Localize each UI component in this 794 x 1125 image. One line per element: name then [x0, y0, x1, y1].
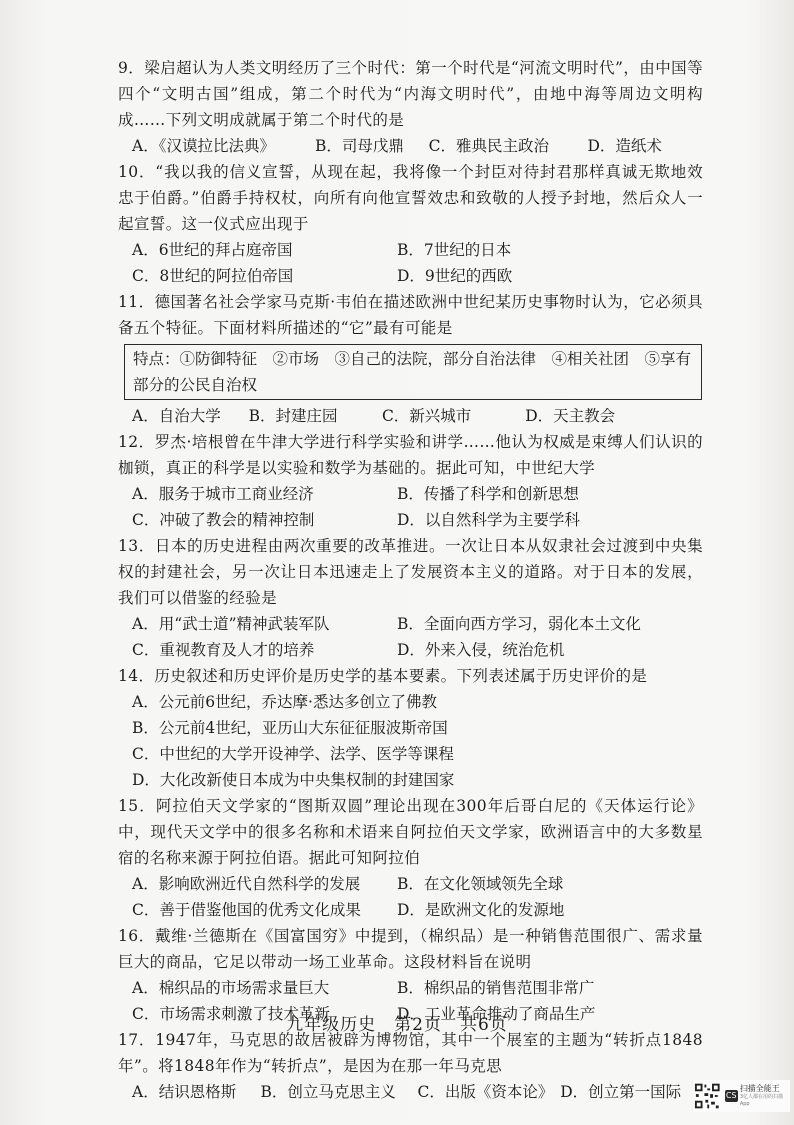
option-c: C．8世纪的阿拉伯帝国 — [132, 267, 294, 285]
option-d: D．造纸术 — [587, 137, 662, 155]
option-b: B．司母戊鼎 — [314, 137, 404, 155]
option-a: A．用“武士道”精神武装军队 — [132, 615, 330, 633]
option-b: B．在文化领域领先全球 — [397, 875, 564, 893]
scanner-watermark — [694, 1080, 790, 1112]
question-11 — [118, 289, 703, 429]
question-list — [118, 55, 703, 1105]
question-14 — [118, 663, 703, 793]
page-footer: 九年级历史 第2页 共6页 — [286, 1015, 508, 1035]
option-a: A．公元前6世纪，乔达摩·悉达多创立了佛教 — [132, 693, 437, 711]
question-stem: 17．1947年，马克思的故居被辟为博物馆，其中一个展室的主题为“转折点1848年”。将1848年作为“转折点”，是因为在那一年马克思 — [118, 1031, 703, 1075]
option-a: A．影响欧洲近代自然科学的发展 — [132, 875, 361, 893]
question-stem: 14．历史叙述和历史评价是历史学的基本要素。下列表述属于历史评价的是 — [118, 667, 648, 685]
option-c: C．出版《资本论》 — [417, 1083, 554, 1101]
options-grid — [118, 871, 703, 923]
option-b: B．传播了科学和创新思想 — [397, 485, 579, 503]
question-10 — [118, 159, 703, 289]
question-stem: 15．阿拉伯天文学家的“图斯双圆”理论出现在300年后哥白尼的《天体运行论》中，现代天文学中的很多名称和术语来自阿拉伯天文学家，欧洲语言中的大多数星宿的名称来源于阿拉伯语。据此可知阿拉伯 — [118, 797, 703, 867]
option-a: A．自治大学 — [132, 407, 221, 425]
option-b: B．公元前4世纪，亚历山大东征征服波斯帝国 — [132, 719, 448, 737]
question-13 — [118, 533, 703, 663]
option-d: D．是欧洲文化的发源地 — [397, 901, 565, 919]
options-grid — [118, 611, 703, 663]
option-d: D．创立第一国际 — [560, 1083, 682, 1101]
option-d: D．以自然科学为主要学科 — [397, 511, 580, 529]
option-d: D．外来入侵，统治危机 — [397, 641, 565, 659]
option-c: C．重视教育及人才的培养 — [132, 641, 315, 659]
options-row — [118, 1079, 703, 1105]
option-d: D．9世纪的西欧 — [397, 267, 513, 285]
option-a: A．棉织品的市场需求量巨大 — [132, 979, 330, 997]
option-c: C．雅典民主政治 — [428, 137, 549, 155]
question-15 — [118, 793, 703, 923]
options-grid — [118, 481, 703, 533]
options-list — [118, 689, 703, 793]
question-stem: 16．戴维·兰德斯在《国富国穷》中提到，（棉织品）是一种销售范围很广、需求量巨大的商品，它足以带动一场工业革命。这段材料旨在说明 — [118, 927, 703, 971]
option-d: D．工业革命推动了商品生产 — [397, 1005, 596, 1023]
option-a: A．结识恩格斯 — [132, 1083, 237, 1101]
option-a: A．《汉谟拉比法典》 — [132, 137, 275, 155]
option-c: C．新兴城市 — [381, 407, 472, 425]
material-box: 特点：①防御特征 ②市场 ③自己的法院，部分自治法律 ④相关社团 ⑤享有部分的公民自治权 — [124, 344, 702, 400]
option-d: D．大化改新使日本成为中央集权制的封建国家 — [132, 771, 455, 789]
option-a: A．6世纪的拜占庭帝国 — [132, 241, 293, 259]
question-stem: 12．罗杰·培根曾在牛津大学进行科学实验和讲学……他认为权威是束缚人们认识的枷锁，真正的科学是以实验和数学为基础的。据此可知，中世纪大学 — [118, 433, 703, 477]
question-9 — [118, 55, 703, 159]
option-c: C．善于借鉴他国的优秀文化成果 — [132, 901, 361, 919]
options-row — [118, 403, 703, 429]
question-stem: 11．德国著名社会学家马克斯·韦伯在描述欧洲中世纪某历史事物时认为，它必须具备五个特征。下面材料所描述的“它”最有可能是 — [118, 293, 703, 337]
option-b: B．棉织品的销售范围非常广 — [397, 979, 595, 997]
option-c: C．中世纪的大学开设神学、法学、医学等课程 — [132, 745, 454, 763]
option-c: C．冲破了教会的精神控制 — [132, 511, 315, 529]
option-c: C．市场需求刺激了技术革新 — [132, 1005, 330, 1023]
question-12 — [118, 429, 703, 533]
option-b: B．7世纪的日本 — [397, 241, 512, 259]
options-row — [118, 133, 703, 159]
question-stem: 13．日本的历史进程由两次重要的改革推进。一次让日本从奴隶社会过渡到中央集权的封建社会，另一次让日本迅速走上了发展资本主义的道路。对于日本的发展，我们可以借鉴的经验是 — [118, 537, 703, 607]
option-b: B．创立马克思主义 — [260, 1083, 396, 1101]
option-b: B．全面向西方学习，弱化本土文化 — [397, 615, 641, 633]
question-stem: 10．“我以我的信义宣誓，从现在起，我将像一个封臣对待封君那样真诚无欺地效忠于伯爵。”伯爵手持权杖，向所有向他宣誓效忠和致敬的人授予封地，然后众人一起宣誓。这一仪式应出现于 — [118, 163, 703, 233]
option-b: B．封建庄园 — [248, 407, 338, 425]
question-17 — [118, 1027, 703, 1105]
scanner-logo-icon: CS — [725, 1091, 737, 1100]
question-stem: 9．梁启超认为人类文明经历了三个时代：第一个时代是“河流文明时代”，由中国等四个“文明古国”组成，第二个时代为“内海文明时代”，由地中海等周边文明构成……下列文明成就属于第二个时代的是 — [118, 59, 703, 129]
watermark-subtitle: 3亿人都在用的扫描App — [739, 1094, 783, 1107]
watermark-title: 扫描全能王 — [739, 1084, 780, 1093]
watermark-text — [740, 1084, 790, 1108]
option-d: D．天主教会 — [525, 407, 616, 425]
options-grid — [118, 237, 703, 289]
option-a: A．服务于城市工商业经济 — [132, 485, 314, 503]
qr-code-icon — [694, 1082, 721, 1110]
